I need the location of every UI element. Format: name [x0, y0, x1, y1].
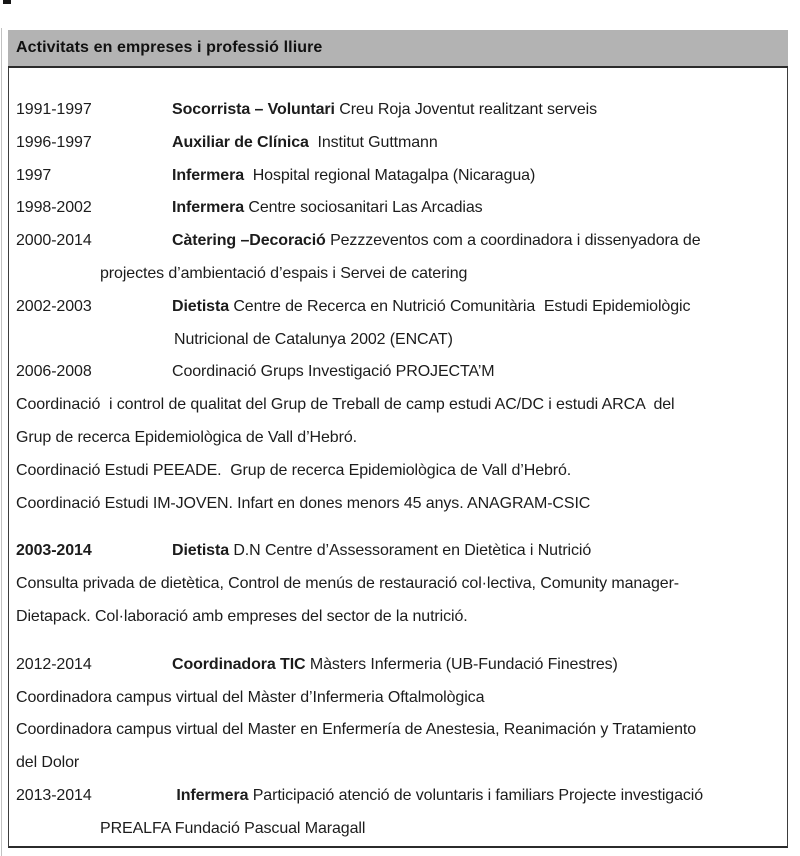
entry-date: 1997	[16, 166, 52, 184]
entry-row	[16, 291, 779, 324]
paragraph-line	[16, 389, 779, 422]
entry-title-text: Auxiliar de Clínica	[172, 133, 309, 151]
entry-date: 2003-2014	[16, 542, 92, 560]
continuation-line	[16, 258, 779, 291]
paragraph-line	[16, 488, 779, 521]
paragraph-line	[16, 568, 779, 601]
entry-body-text: Centre sociosanitari Las Arcadias	[244, 199, 483, 217]
entry-title-text: Coordinadora TIC	[172, 655, 306, 673]
paragraph-line	[16, 422, 779, 455]
section-body	[8, 68, 788, 848]
entry-date: 1996-1997	[16, 133, 92, 151]
entry-body-text: Creu Roja Joventut realitzant serveis	[334, 101, 597, 118]
entry-row	[16, 780, 779, 813]
entry-body-text: Coordinadora campus virtual del Master en Enfermería de Anestesia, Reanimación y Tratamiento	[16, 721, 697, 739]
continuation-line	[16, 813, 779, 846]
entry-body-text: Institut Guttmann	[308, 133, 438, 151]
section-header	[8, 30, 788, 68]
entry-body-text: Centre de Recerca en Nutrició Comunitària Estudi Epidemiològic	[229, 297, 691, 315]
entry-row	[16, 127, 779, 160]
paragraph-line	[16, 455, 779, 488]
page-edge-line	[1, 28, 2, 856]
entry-body-text: D.N Centre d’Assessorament en Dietètica i Nutrició	[229, 542, 592, 560]
entry-title-text: Dietista	[172, 542, 229, 560]
entry-body-text: Coordinació Estudi PEEADE. Grup de recerca Epidemiològica de Vall d’Hebró.	[16, 461, 572, 479]
paragraph-line	[16, 682, 779, 715]
entry-title-text: Infermera	[172, 166, 245, 184]
entry-body-text: Nutricional de Catalunya 2002 (ENCAT)	[174, 330, 453, 348]
entry-date: 1998-2002	[16, 199, 92, 217]
entry-body-text: Coordinació Estudi IM-JOVEN. Infart en dones menors 45 anys. ANAGRAM-CSIC	[16, 494, 591, 512]
entry-date: 2002-2003	[16, 297, 92, 315]
entry-row	[16, 225, 779, 258]
entry-title-text: Socorrista – Voluntari	[172, 101, 335, 118]
entry-body-text: Consulta privada de dietètica, Control de menús de restauració col·lectiva, Comunity manager-	[16, 575, 680, 593]
entry-row	[16, 192, 779, 225]
paragraph-line	[16, 747, 779, 780]
entry-body-text: Hospital regional Matagalpa (Nicaragua)	[244, 166, 536, 184]
entry-row	[16, 94, 779, 127]
entry-body-text: projectes d’ambientació d’espais i Servei de catering	[100, 264, 468, 282]
entry-date: 2012-2014	[16, 655, 92, 673]
entry-body-text: Coordinació i control de qualitat del Grup de Treball de camp estudi AC/DC i estudi ARCA del	[16, 396, 675, 414]
entry-date: 1991-1997	[16, 101, 92, 118]
entry-date: 2013-2014	[16, 786, 92, 804]
entry-title-text: Infermera	[172, 786, 249, 804]
entry-body-text: Pezzzeventos com a coordinadora i dissenyadora de	[325, 232, 701, 250]
continuation-line	[16, 324, 779, 357]
entry-row	[16, 649, 779, 682]
entry-body-text: del Dolor	[16, 754, 80, 772]
entry-date: 2006-2008	[16, 363, 92, 381]
scan-artifact-mark	[3, 0, 11, 4]
entry-body-text: Dietapack. Col·laboració amb empreses del sector de la nutrició.	[16, 607, 468, 625]
entry-body-text: Participació atenció de voluntaris i familiars Projecte investigació	[248, 786, 704, 804]
section-title: Activitats en empreses i professió lliure	[16, 39, 323, 56]
paragraph-line	[16, 714, 779, 747]
entry-body-text: Grup de recerca Epidemiològica de Vall d’Hebró.	[16, 428, 357, 446]
entry-row	[16, 160, 779, 193]
entry-row	[16, 356, 779, 389]
entry-body-text: PREALFA Fundació Pascual Maragall	[100, 819, 366, 837]
entry-title-text: Càtering –Decoració	[172, 232, 326, 250]
entry-body-text: Coordinadora campus virtual del Màster d’Infermeria Oftalmològica	[16, 688, 485, 706]
paragraph-line	[16, 601, 779, 634]
entry-title-text: Dietista	[172, 297, 229, 315]
entry-body-text: Màsters Infermeria (UB-Fundació Finestres)	[305, 655, 618, 673]
entry-date: 2000-2014	[16, 232, 92, 250]
entry-row	[16, 535, 779, 568]
entry-body-text: Coordinació Grups Investigació PROJECTA’M	[172, 363, 495, 381]
entry-title-text: Infermera	[172, 199, 245, 217]
